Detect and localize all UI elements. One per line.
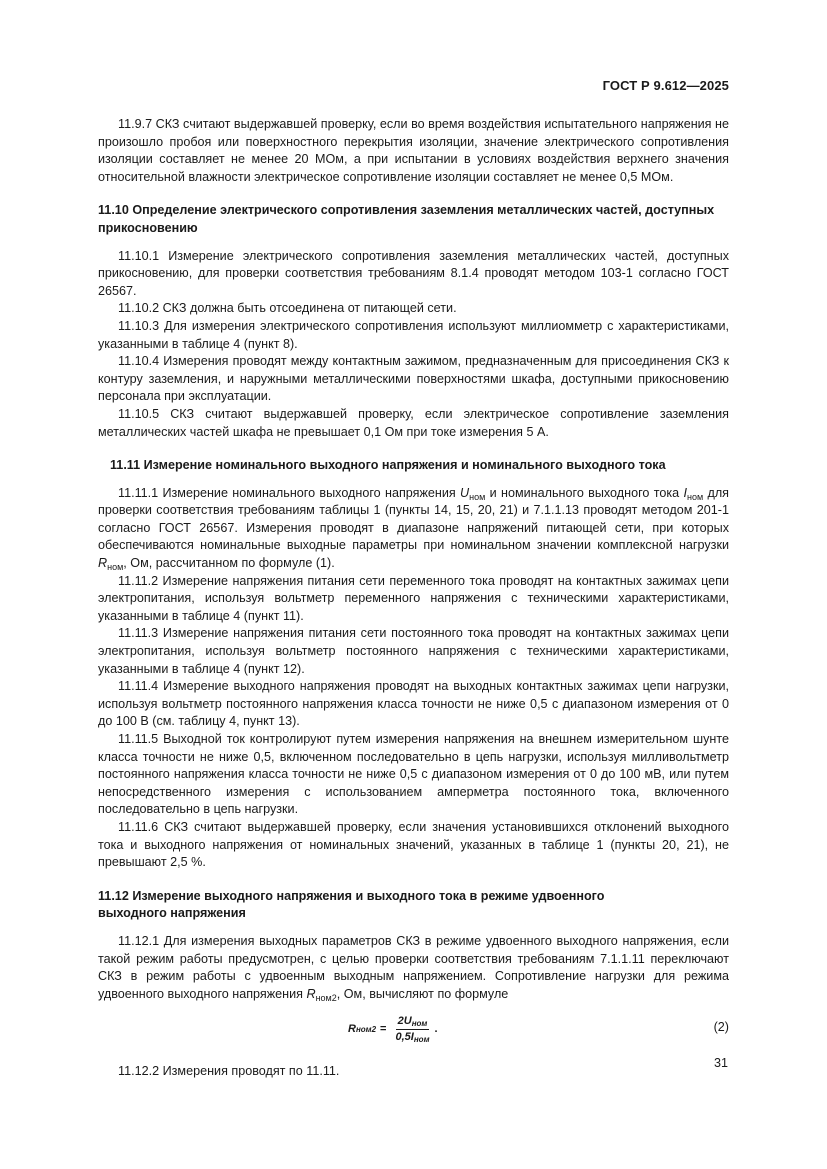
formula-denominator — [393, 1030, 431, 1044]
formula-period: . — [434, 1023, 438, 1036]
p-11-11-1-part-a: 11.11.1 Измерение номинального выходного напряжения — [118, 485, 461, 500]
paragraph-11-12-1 — [98, 933, 729, 1003]
paragraph-11-10-3: 11.10.3 Для измерения электрического сопротивления используют миллиомметр с характеристиками, указанными в таблице 4 (пункт 8). — [98, 318, 729, 351]
paragraph-11-11-6: 11.11.6 СКЗ считают выдержавшей проверку, если значения установившихся отклонений выходного тока и выходного напряжения от номинальных значений, указанных в таблице 1 (пункты 20, 21), не превышают 2,5 %. — [98, 819, 729, 870]
symbol-r-nom: R — [98, 556, 108, 571]
numerator-subscript: ном — [411, 1019, 428, 1029]
p-11-11-1-part-b: и номинального выходного тока — [485, 485, 684, 500]
paragraph-11-12-2: 11.12.2 Измерения проводят по 11.11. — [118, 1064, 340, 1079]
p-11-11-1-part-d: , Ом, рассчитанном по формуле (1). — [123, 556, 335, 571]
page-number: 31 — [713, 1056, 728, 1070]
formula-fraction — [393, 1015, 431, 1044]
numerator-coefficient: 2 — [397, 1015, 404, 1028]
heading-11-11 — [98, 457, 729, 475]
paragraph-11-10-1: 11.10.1 Измерение электрического сопротивления заземления металлических частей, доступных прикосновению, для проверки соответствия требованиям 8.1.4 проводят методом 103-1 согласно ГОСТ 26567. — [98, 248, 729, 298]
subscript-nom: ном — [469, 491, 486, 502]
symbol-r-nom2: R — [306, 986, 316, 1001]
heading-11-12 — [98, 888, 658, 923]
subscript-nom2: ном2 — [315, 992, 337, 1003]
symbol-i-nom: I — [683, 485, 687, 500]
denominator-subscript: ном — [413, 1035, 430, 1045]
paragraph-11-11-3: 11.11.3 Измерение напряжения питания сети постоянного тока проводят на контактных зажимах цепи электропитания, используя вольтметр постоянного напряжения с техническими характеристиками, указанными в таблице 4 (пункт 12). — [98, 626, 729, 676]
heading-11-11-text: 11.11 Измерение номинального выходного напряжения и номинального выходного тока — [110, 458, 666, 473]
subscript-nom: ном — [686, 491, 704, 502]
paragraph-11-10-4: 11.10.4 Измерения проводят между контактным зажимом, предназначенным для присоединения СКЗ к контуру заземления, и наружными металлическими поверхностями шкафа, доступными прикосновению персонала при эксплуатации. — [98, 354, 729, 404]
p-11-12-1-part-b: , Ом, вычисляют по формуле — [336, 986, 509, 1001]
formula-expression: R ном2 = $\frac{\text{2Uном}}{\text{0,5Iном}}$ . — [348, 1015, 438, 1045]
p-11-12-1-part-a: 11.12.1 Для измерения выходных параметров СКЗ в режиме удвоенного выходного напряжения, если такой режим работы предусмотрен, с целью проверки соответствия требованиям 7.1.1.11 переключают СКЗ в режим работы с удвоенным выходным напряжением. Сопротивление нагрузки для режима удвоенного выходного напряжения — [98, 933, 729, 1001]
heading-11-10 — [98, 202, 729, 237]
paragraph-11-9-7: 11.9.7 СКЗ считают выдержавшей проверку, если во время воздействия испытательного напряжения не произошло пробоя или поверхностного перекрытия изоляции, значение электрического сопротивления изоляции составляет не менее 20 МОм, а при испытании в условиях воздействия верхнего значения относительной влажности электрическое сопротивление изоляции составляет не менее 0,5 МОм. — [98, 117, 729, 184]
formula-lhs: R — [348, 1023, 356, 1036]
paragraph-11-11-2: 11.11.2 Измерение напряжения питания сети переменного тока проводят на контактных зажимах цепи электропитания, используя вольтметр переменного напряжения с техническими характеристиками, указанными в таблице 4 (пункт 11). — [98, 573, 729, 623]
formula-2 — [98, 1009, 729, 1049]
numerator-variable: U — [403, 1015, 412, 1028]
symbol-u-nom: U — [460, 485, 470, 500]
formula-numerator — [396, 1015, 430, 1030]
denominator-coefficient: 0,5 — [395, 1031, 411, 1044]
paragraph-11-10-5: 11.10.5 СКЗ считают выдержавшей проверку, если электрическое сопротивление заземления металлических частей шкафа не превышает 0,1 Ом при токе измерения 5 А. — [98, 406, 729, 439]
subscript-nom: ном — [107, 562, 124, 573]
paragraph-11-11-4: 11.11.4 Измерение выходного напряжения проводят на выходных контактных зажимах цепи нагрузки, используя вольтметр постоянного напряжения класса точности не ниже 0,5 с диапазоном измерения от 0 до 100 В (см. таблицу 4, пункт 13). — [98, 679, 729, 729]
formula-number: (2) — [713, 1020, 729, 1035]
heading-11-12-text: 11.12 Измерение выходного напряжения и выходного тока в режиме удвоенного выходного напряжения — [98, 888, 605, 921]
paragraph-11-11-1 — [98, 485, 729, 573]
page-content — [98, 116, 729, 1081]
heading-11-10-text: 11.10 Определение электрического сопротивления заземления металлических частей, доступных прикосновению — [98, 203, 715, 235]
paragraph-11-10-2: 11.10.2 СКЗ должна быть отсоединена от питающей сети. — [118, 301, 457, 316]
document-header: ГОСТ Р 9.612—2025 — [602, 78, 729, 93]
formula-equals: = — [380, 1023, 387, 1036]
denominator-variable: I — [410, 1031, 414, 1044]
paragraph-11-11-5: 11.11.5 Выходной ток контролируют путем измерения напряжения на внешнем измерительном шунте класса точности не ниже 0,5, включенном последовательно в цепь нагрузки, используя милливольтметр постоянного напряжения класса точности не ниже 0,5 с диапазоном измерения от 0 до 100 мВ, или путем непосредственного измерения с использованием амперметра постоянного тока, включенного последовательно в цепь нагрузки. — [98, 732, 729, 817]
p-11-11-1-part-c: для проверки соответствия требованиям таблицы 1 (пункты 14, 15, 20, 21) и 7.1.1.13 проводят методом 201-1 согласно ГОСТ 26567. Измерения проводят в диапазоне напряжений питающей сети, при которых обеспечиваются номинальные выходные параметры при номинальном значении комплексной нагрузки — [98, 485, 730, 553]
